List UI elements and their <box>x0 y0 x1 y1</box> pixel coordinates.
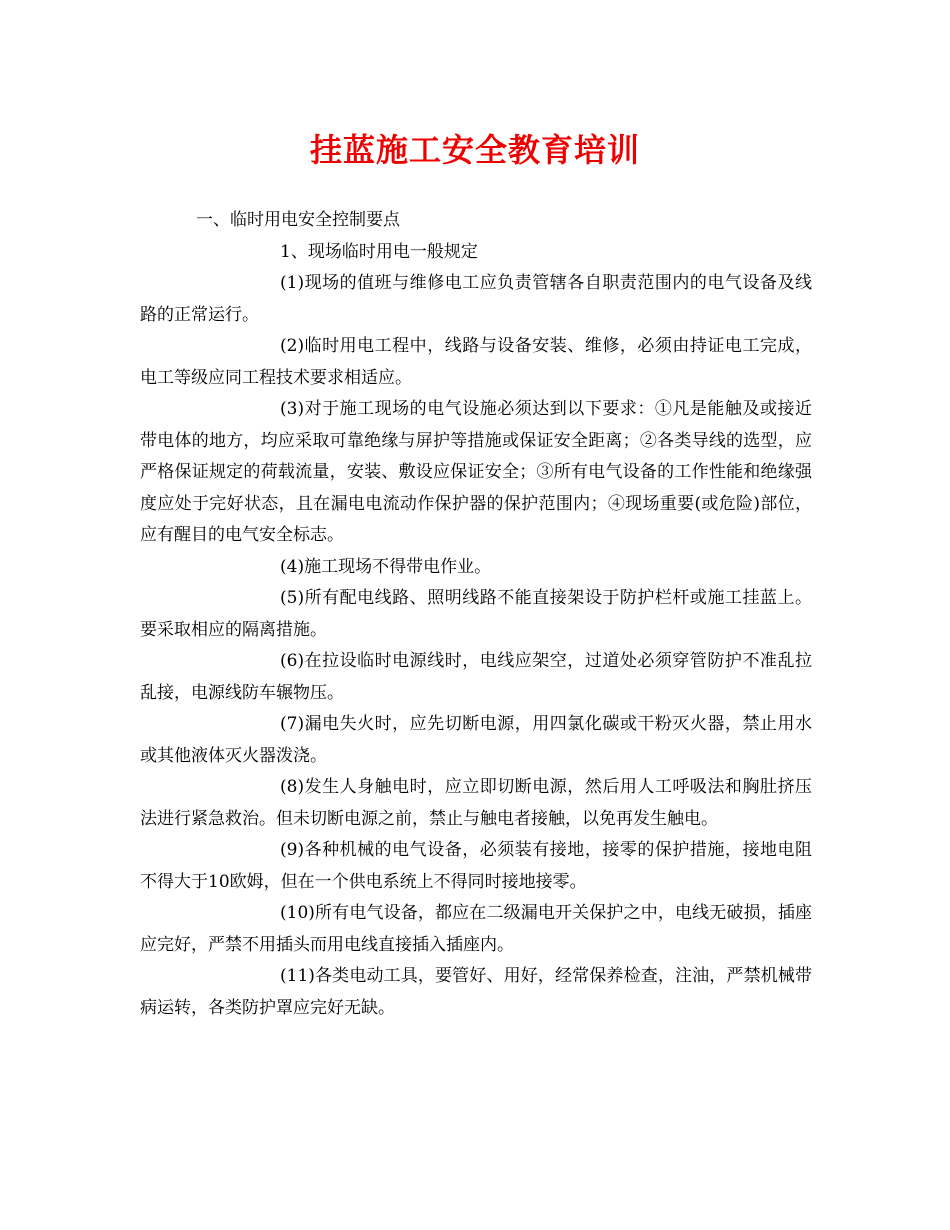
paragraph-8: (8)发生人身触电时，应立即切断电源，然后用人工呼吸法和胸肚挤压法进行紧急救治。但未切断电源之前，禁止与触电者接触，以免再发生触电。 <box>140 777 812 829</box>
paragraph-11: (11)各类电动工具，要管好、用好，经常保养检查，注油，严禁机械带病运转，各类防护罩应完好无缺。 <box>140 966 812 1018</box>
paragraph-10: (10)所有电气设备，都应在二级漏电开关保护之中，电线无破损，插座应完好，严禁不用插头而用电线直接插入插座内。 <box>140 903 812 955</box>
paragraph-4: (4)施工现场不得带电作业。 <box>280 556 492 577</box>
document-body <box>140 205 812 1024</box>
paragraph-1: (1)现场的值班与维修电工应负责管辖各自职责范围内的电气设备及线路的正常运行。 <box>140 273 812 325</box>
subsection-heading: 1、现场临时用电一般规定 <box>280 241 478 262</box>
document-title: 挂蓝施工安全教育培训 <box>309 131 640 169</box>
paragraph-6: (6)在拉设临时电源线时，电线应架空，过道处必须穿管防护不准乱拉乱接，电源线防车辗物压。 <box>140 651 812 703</box>
paragraph-3: (3)对于施工现场的电气设施必须达到以下要求：①凡是能触及或接近带电体的地方，均应采取可靠绝缘与屏护等措施或保证安全距离；②各类导线的选型，应严格保证规定的荷载流量，安装、敷设应保证安全；③所有电气设备的工作性能和绝缘强度应处于完好状态，且在漏电电流动作保护器的保护范围内；④现场重要(或危险)部位，应有醒目的电气安全标志。 <box>140 399 812 545</box>
paragraph-2: (2)临时用电工程中，线路与设备安装、维修，必须由持证电工完成，电工等级应同工程技术要求相适应。 <box>140 336 812 388</box>
paragraph-5: (5)所有配电线路、照明线路不能直接架设于防护栏杆或施工挂蓝上。要采取相应的隔离措施。 <box>140 588 812 640</box>
section-heading: 一、临时用电安全控制要点 <box>196 210 400 230</box>
paragraph-7: (7)漏电失火时，应先切断电源，用四氯化碳或干粉灭火器，禁止用水或其他液体灭火器泼浇。 <box>140 714 812 766</box>
paragraph-9: (9)各种机械的电气设备，必须装有接地，接零的保护措施，接地电阻不得大于10欧姆，但在一个供电系统上不得同时接地接零。 <box>140 840 812 892</box>
